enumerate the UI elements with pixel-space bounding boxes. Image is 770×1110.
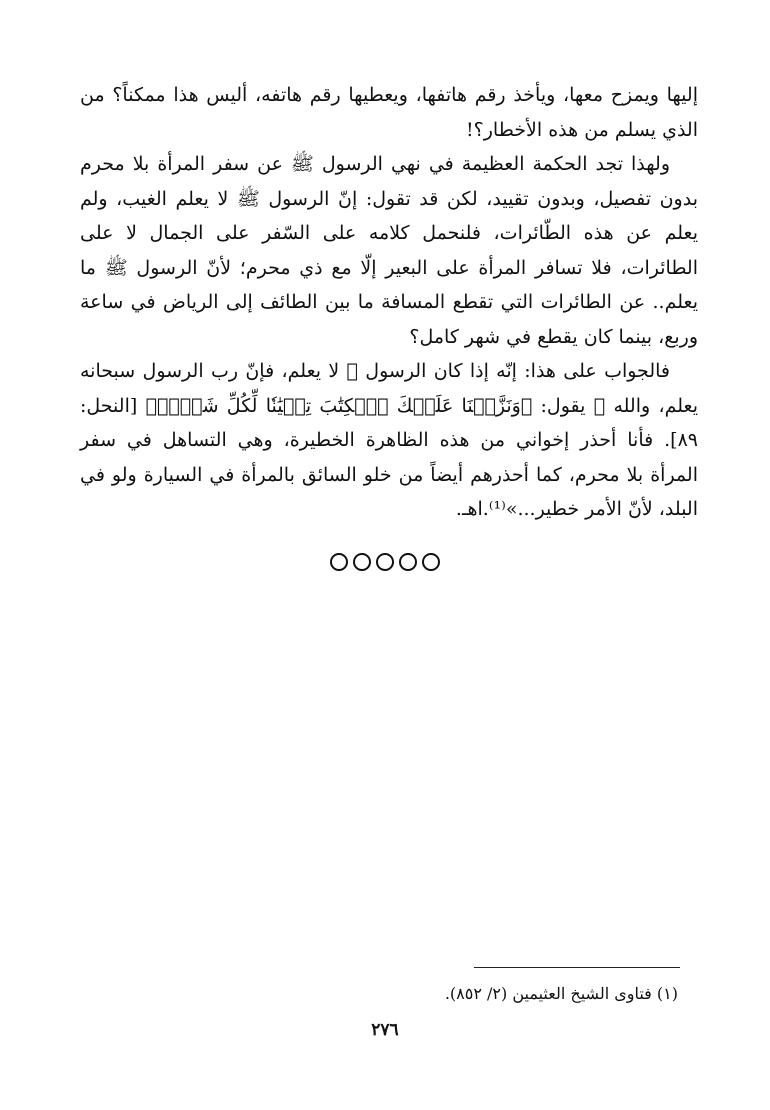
circle-ornament-icon <box>330 553 348 571</box>
page-number: ٢٧٦ <box>371 1020 399 1040</box>
circle-ornament-icon <box>422 553 440 571</box>
main-text <box>80 78 698 527</box>
footnote-separator <box>474 967 680 968</box>
circle-ornament-icon <box>399 553 417 571</box>
footnote: (١) فتاوى الشيخ العثيمين (٢/ ٨٥٢). <box>444 984 678 1003</box>
section-divider-ornament <box>0 553 770 571</box>
circle-ornament-icon <box>353 553 371 571</box>
paragraph-2: ولهذا تجد الحكمة العظيمة في نهي الرسول ﷺ عن سفر المرأة بلا محرم بدون تفصيل، وبدون تقييد، لكن قد تقول: إنّ الرسول ﷺ لا يعلم الغيب، ولم يعلم عن هذه الطّائرات، فلنحمل كلامه على السّفر على الجمال لا على الطائرات، فلا تسافر المرأة على البعير إلّا مع ذي محرم؛ لأنّ الرسول ﷺ ما يعلم.. عن الطائرات التي تقطع المسافة ما بين الطائف إلى الرياض في ساعة وربع، بينما كان يقطع في شهر كامل؟ <box>80 153 698 348</box>
paragraph-1: إليها ويمزح معها، ويأخذ رقم هاتفها، ويعطيها رقم هاتفه، أليس هذا ممكناً؟ من الذي يسلم من هذه الأخطار؟! <box>80 84 698 141</box>
paragraph-3: فالجواب على هذا: إنّه إذا كان الرسول ﷺ لا يعلم، فإنّ رب الرسول سبحانه يعلم، والله ﷻ يقول: ﴿وَنَزَّلۡنَا عَلَيۡكَ ٱلۡكِتَٰبَ تِبۡيَٰنٗا لِّكُلِّ شَيۡءٖ﴾ [النحل: ٨٩]. فأنا أحذر إخواني من هذه الظاهرة الخطيرة، وهي التساهل في سفر المرأة بلا محرم، كما أحذرهم أيضاً من خلو السائق بالمرأة في السيارة ولو في البلد، لأنّ الأمر خطير...»⁽¹⁾.اهـ. <box>80 360 698 520</box>
circle-ornament-icon <box>376 553 394 571</box>
